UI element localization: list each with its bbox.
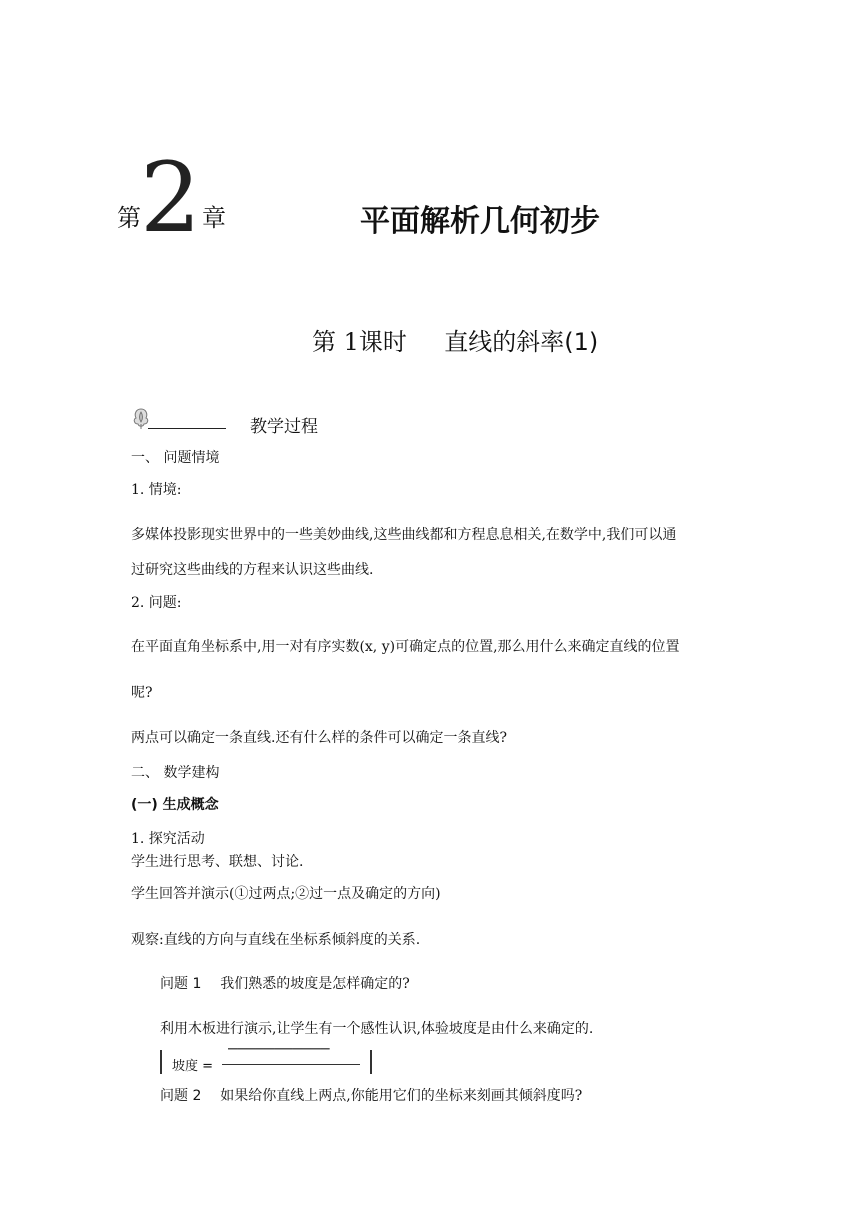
question-2-label: 问题 2 [160,1088,202,1104]
chapter-prefix: 第 [117,204,141,232]
item1-text-line2: 过研究这些曲线的方程来认识这些曲线. [131,562,374,578]
formula-numerator-cropped: ▔▔▔▔▔▔▔▔▔▔▔ [228,1048,330,1056]
question-2 [160,1089,582,1103]
question-1-label: 问题 1 [160,976,202,992]
lesson-prefix: 第 [312,328,336,356]
item1-label: 1. 情境: [131,482,182,498]
section-title: 教学过程 [250,417,318,437]
slope-formula [160,1050,372,1074]
section-underline [148,428,226,429]
part1-heading: 一、 问题情境 [131,450,220,466]
chapter-number: 2 [140,142,202,254]
activity-line2: 学生回答并演示(①过两点;②过一点及确定的方向) [131,886,441,902]
lesson-number: 1 [343,328,359,356]
lesson-title [312,322,598,357]
part2-heading: 二、 数学建构 [131,765,220,781]
activity-line1: 学生进行思考、联想、讨论. [131,854,304,870]
fraction-bar [222,1064,360,1065]
activity-label: 1. 探究活动 [131,831,205,847]
item2-text-line3: 两点可以确定一条直线.还有什么样的条件可以确定一条直线? [131,730,507,746]
item2-text-line1: 在平面直角坐标系中,用一对有序实数(x, y)可确定点的位置,那么用什么来确定直线的位置 [131,639,680,655]
item1-text-line1: 多媒体投影现实世界中的一些美妙曲线,这些曲线都和方程息息相关,在数学中,我们可以通 [131,527,677,543]
chapter-suffix: 章 [202,204,226,232]
question-1 [160,977,410,991]
chapter-title: 平面解析几何初步 [360,204,600,239]
flower-icon [130,406,152,430]
lesson-name: 直线的斜率(1) [444,328,599,356]
question-1-text: 我们熟悉的坡度是怎样确定的? [220,976,410,992]
item2-label: 2. 问题: [131,595,182,611]
observe-line: 观察:直线的方向与直线在坐标系倾斜度的关系. [131,932,421,948]
lesson-middle: 课时 [358,328,407,356]
sub1-heading: (一) 生成概念 [131,797,219,813]
item2-text-line2: 呢? [131,685,153,701]
formula-label: 坡度 = [172,1059,214,1074]
question-1-answer: 利用木板进行演示,让学生有一个感性认识,体验坡度是由什么来确定的. [160,1021,594,1037]
question-2-text: 如果给你直线上两点,你能用它们的坐标来刻画其倾斜度吗? [220,1088,583,1104]
